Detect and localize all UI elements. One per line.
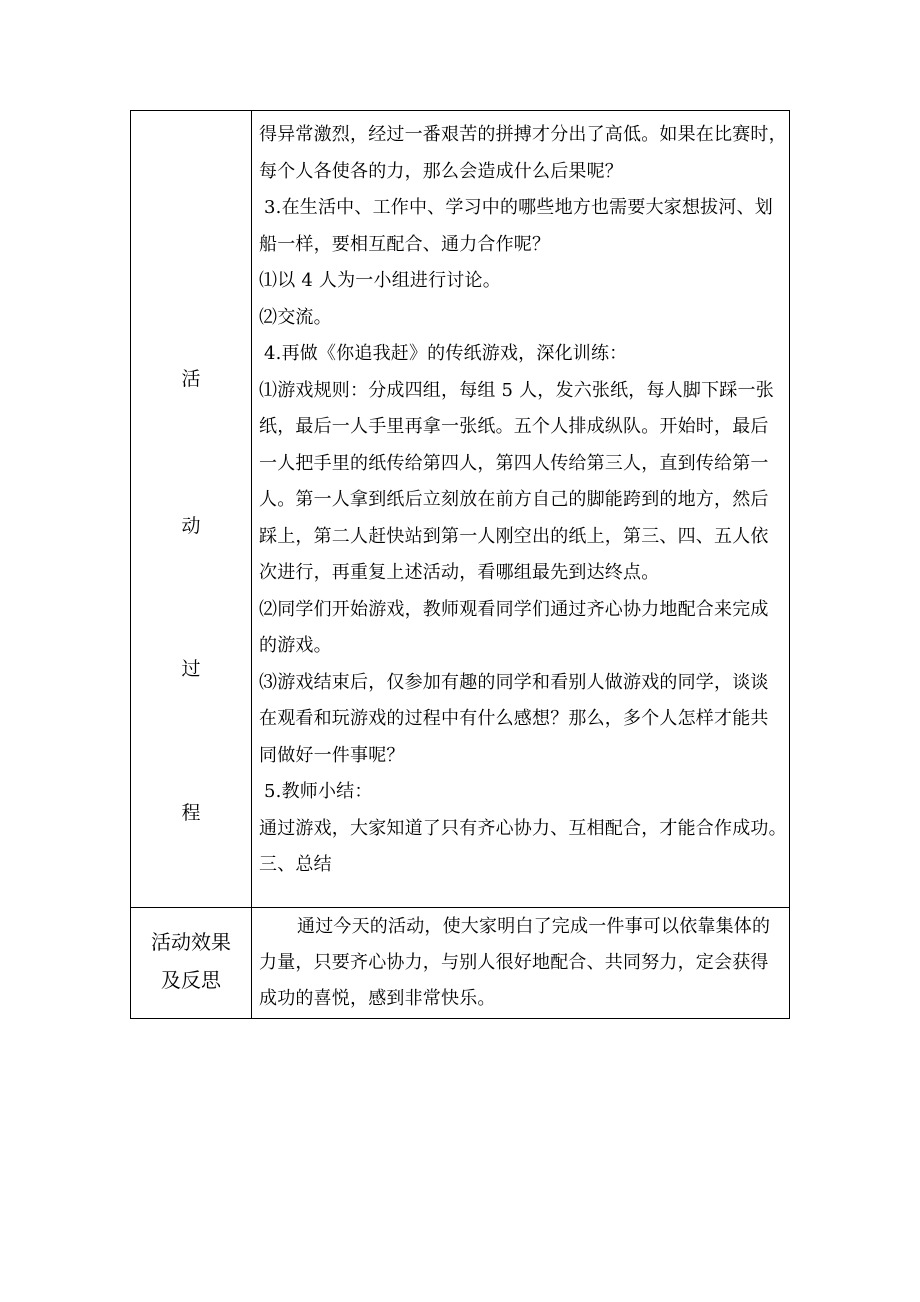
activity-reflection-content bbox=[259, 909, 789, 1017]
activity-table bbox=[130, 110, 790, 1019]
content-line: 同做好一件事呢？ bbox=[259, 744, 405, 766]
content-line: 人。第一人拿到纸后立刻放在前方自己的脚能跨到的地方，然后 bbox=[259, 489, 769, 510]
content-line: 得异常激烈，经过一番艰苦的拼搏才分出了高低。如果在比赛时， bbox=[259, 124, 787, 145]
content-line: 力量，只要齐心协力，与别人很好地配合、共同努力，定会获得 bbox=[259, 952, 769, 973]
content-line: 船一样，要相互配合、通力合作呢？ bbox=[259, 233, 551, 255]
content-line: 一人把手里的纸传给第四人，第四人传给第三人，直到传给第一 bbox=[259, 452, 769, 474]
content-line: 每个人各使各的力，那么会造成什么后果呢？ bbox=[259, 160, 623, 182]
content-line: 三、总结 bbox=[259, 854, 332, 875]
content-line: ⑵交流。 bbox=[259, 306, 332, 328]
activity-process-content bbox=[259, 117, 789, 884]
content-line: 通过今天的活动，使大家明白了完成一件事可以依靠集体的 bbox=[297, 916, 771, 937]
content-line: 5.教师小结： bbox=[264, 781, 373, 802]
content-line: 在观看和玩游戏的过程中有什么感想？那么，多个人怎样才能共 bbox=[259, 708, 769, 729]
label-activity-effect bbox=[131, 923, 251, 999]
label-activity-char-1: 活 bbox=[181, 368, 201, 390]
content-line: 纸，最后一人手里再拿一张纸。五个人排成纵队。开始时，最后 bbox=[259, 416, 769, 437]
label-activity-char-2: 动 bbox=[181, 515, 201, 537]
content-line: ⑵同学们开始游戏，教师观看同学们通过齐心协力地配合来完成 bbox=[259, 598, 769, 620]
content-line: 次进行，再重复上述活动，看哪组最先到达终点。 bbox=[259, 562, 660, 583]
content-line: 成功的喜悦，感到非常快乐。 bbox=[259, 988, 496, 1009]
content-line: 通过游戏，大家知道了只有齐心协力、互相配合，才能合作成功。 bbox=[259, 817, 787, 839]
row-divider bbox=[131, 907, 789, 908]
label-activity-char-3: 过 bbox=[181, 658, 201, 680]
content-line: 4.再做《你追我赶》的传纸游戏，深化训练： bbox=[264, 343, 628, 364]
label-activity-char-4: 程 bbox=[181, 802, 201, 824]
content-line: ⑶游戏结束后，仅参加有趣的同学和看别人做游戏的同学，谈谈 bbox=[259, 671, 769, 693]
content-line: ⑴以 4 人为一小组进行讨论。 bbox=[259, 270, 501, 291]
label-line: 及反思 bbox=[161, 968, 221, 992]
content-line: 的游戏。 bbox=[259, 635, 332, 656]
column-divider bbox=[251, 111, 252, 1018]
content-line: ⑴游戏规则：分成四组，每组 5 人，发六张纸，每人脚下踩一张 bbox=[259, 379, 774, 401]
content-line: 踩上，第二人赶快站到第一人刚空出的纸上，第三、四、五人依 bbox=[259, 525, 769, 547]
label-line: 活动效果 bbox=[151, 930, 231, 954]
content-line: 3.在生活中、工作中、学习中的哪些地方也需要大家想拔河、划 bbox=[264, 197, 773, 218]
